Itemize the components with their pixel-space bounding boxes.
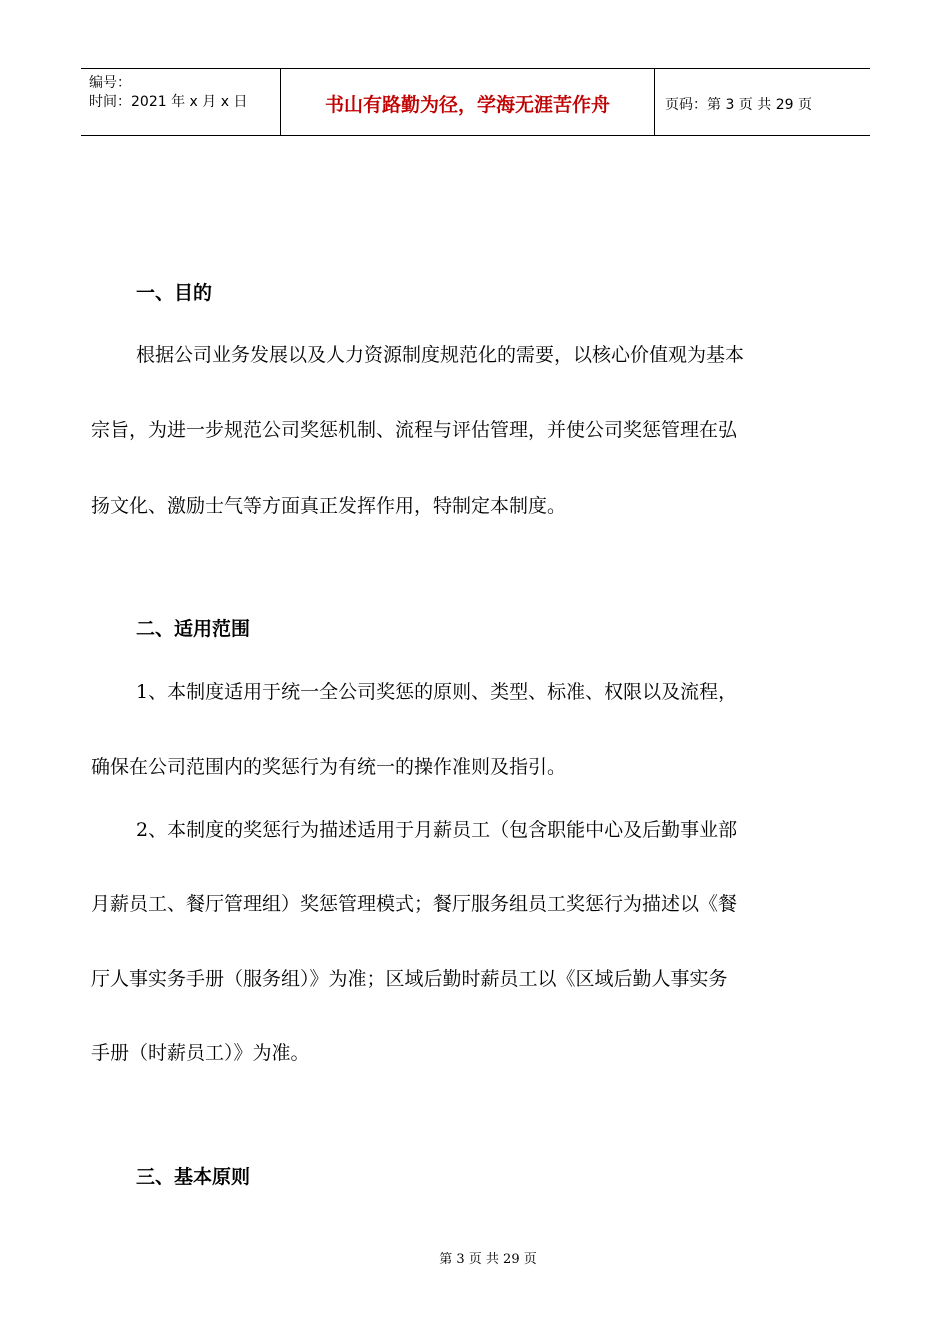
paragraph-line: 2、本制度的奖惩行为描述适用于月薪员工（包含职能中心及后勤事业部 — [136, 819, 738, 841]
paragraph-line: 扬文化、激励士气等方面真正发挥作用，特制定本制度。 — [91, 495, 567, 517]
document-time-label: 时间：2021 年 x 月 x 日 — [89, 94, 248, 110]
paragraph-line: 确保在公司范围内的奖惩行为有统一的操作准则及指引。 — [91, 756, 567, 778]
section-heading-principles: 三、基本原则 — [136, 1166, 251, 1188]
paragraph-line: 手册（时薪员工）》为准。 — [91, 1042, 310, 1064]
section-heading-purpose: 一、目的 — [136, 282, 213, 304]
section-heading-scope: 二、适用范围 — [136, 618, 251, 640]
header-middle-cell — [281, 69, 655, 135]
paragraph-line: 厅人事实务手册（服务组）》为准；区域后勤时薪员工以《区域后勤人事实务 — [91, 968, 728, 990]
document-number-label: 编号： — [89, 75, 131, 91]
paragraph-line: 根据公司业务发展以及人力资源制度规范化的需要，以核心价值观为基本 — [136, 344, 745, 366]
header-motto: 书山有路勤为径，学海无涯苦作舟 — [324, 94, 610, 116]
header-right-cell — [655, 69, 870, 135]
paragraph-line: 月薪员工、餐厅管理组）奖惩管理模式；餐厅服务组员工奖惩行为描述以《餐 — [91, 893, 738, 915]
header-page-info: 页码：第 3 页 共 29 页 — [665, 97, 812, 113]
page-footer: 第 3 页 共 29 页 — [439, 1252, 537, 1267]
paragraph-line: 宗旨，为进一步规范公司奖惩机制、流程与评估管理，并使公司奖惩管理在弘 — [91, 419, 738, 441]
header-left-cell — [81, 69, 281, 135]
page-header — [81, 68, 870, 136]
paragraph-line: 1、本制度适用于统一全公司奖惩的原则、类型、标准、权限以及流程， — [136, 681, 738, 703]
